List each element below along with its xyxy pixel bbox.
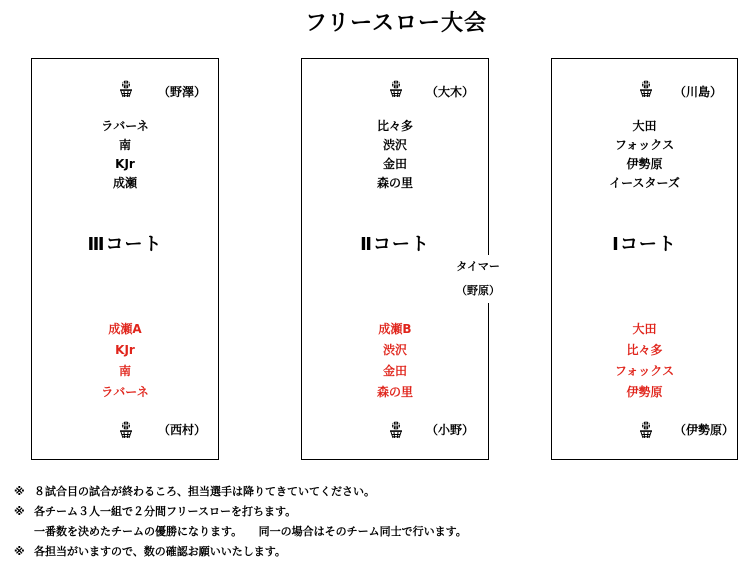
court-3 — [31, 58, 219, 460]
note-line — [14, 522, 467, 542]
note-line — [14, 502, 467, 522]
team-name: フォックス — [614, 138, 675, 152]
team-name: 成瀬 — [112, 176, 137, 190]
team-name: イースターズ — [609, 176, 680, 190]
red-team-name: 森の里 — [376, 385, 413, 399]
team-name: 南 — [118, 138, 131, 152]
basketball-hoop-icon — [118, 80, 134, 98]
court-1 — [551, 58, 738, 460]
basketball-hoop-icon — [118, 421, 134, 439]
top-official: （大木） — [426, 85, 475, 99]
team-name: 金田 — [382, 157, 407, 171]
red-team-name: 伊勢原 — [626, 385, 663, 399]
red-team-name: 大田 — [632, 322, 657, 336]
team-name: 比々多 — [376, 119, 413, 133]
basketball-hoop-icon — [638, 421, 654, 439]
red-team-name: 成瀬B — [378, 322, 412, 336]
team-list — [552, 117, 737, 193]
basketball-hoop-icon — [638, 80, 654, 98]
page-title: フリースロー大会 — [304, 11, 488, 36]
court-label: Ⅲコート — [87, 234, 163, 255]
basketball-hoop-icon — [388, 80, 404, 98]
note-text: ８試合目の試合が終わるころ、担当選手は降りてきていてください。 — [34, 485, 375, 498]
team-name: 大田 — [632, 119, 657, 133]
note-text: 各担当がいますので、数の確認お願いいたします。 — [34, 545, 286, 558]
timer-label: タイマー — [456, 260, 500, 273]
team-name: ラバーネ — [101, 119, 149, 133]
note-mark: ※ — [14, 505, 25, 518]
team-name: 森の里 — [376, 176, 413, 190]
court-label: Ⅰコート — [612, 234, 677, 255]
red-team-name: 成瀬A — [108, 322, 142, 336]
bottom-official: （西村） — [158, 423, 207, 437]
red-team-name: 南 — [118, 364, 131, 378]
red-team-name: 金田 — [382, 364, 407, 378]
note-mark: ※ — [14, 545, 25, 558]
red-team-name: 渋沢 — [382, 343, 407, 357]
note-text: 一番数を決めたチームの優勝になります。 同一の場合はそのチーム同士で行います。 — [34, 525, 467, 538]
team-name: 伊勢原 — [626, 157, 663, 171]
red-team-name: KJr — [115, 343, 135, 357]
basketball-hoop-icon — [388, 421, 404, 439]
team-name: KJr — [115, 157, 135, 171]
notes — [14, 482, 467, 562]
note-mark: ※ — [14, 485, 25, 498]
note-line — [14, 542, 467, 562]
note-line — [14, 482, 467, 502]
red-team-name: フォックス — [614, 364, 675, 378]
bottom-official: （小野） — [426, 423, 475, 437]
red-team-list — [302, 319, 488, 403]
red-team-list — [552, 319, 737, 403]
top-official: （野澤） — [158, 85, 207, 99]
timer-person: （野原） — [456, 284, 500, 297]
note-text: 各チーム３人一組で２分間フリースローを打ちます。 — [34, 505, 297, 518]
team-name: 渋沢 — [382, 138, 407, 152]
bottom-official: （伊勢原） — [674, 423, 735, 437]
team-list — [302, 117, 488, 193]
red-team-name: ラバーネ — [101, 385, 149, 399]
timer-station — [448, 255, 508, 303]
court-label: Ⅱコート — [360, 234, 430, 255]
top-official: （川島） — [674, 85, 723, 99]
team-list — [32, 117, 218, 193]
red-team-list — [32, 319, 218, 403]
red-team-name: 比々多 — [626, 343, 663, 357]
